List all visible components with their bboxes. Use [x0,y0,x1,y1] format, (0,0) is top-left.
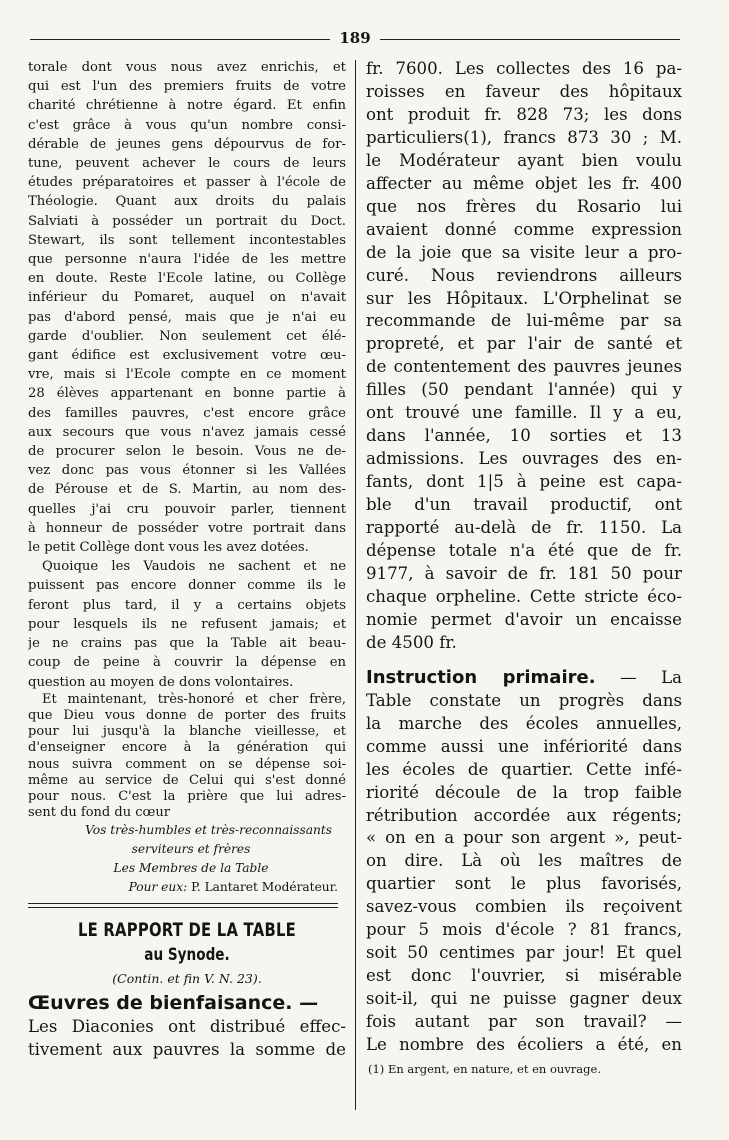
text-line: tivement aux pauvres la somme de [28,1039,346,1059]
text-line: garde d'oublier. Non seulement cet élé- [28,328,346,344]
text-line: c'est grâce à vous qu'un nombre consi- [28,117,346,133]
text-line: dépense totale n'a été que de fr. [366,541,682,561]
text-line: gant édifice est exclusivement votre œu- [28,348,346,364]
header-rule-left [30,39,330,40]
text-line: je ne crains pas que la Table ait beau- [28,636,346,652]
left-column [28,58,346,1061]
text-line: Théologie. Quant aux droits du palais [28,194,346,210]
text-line: particuliers(1), francs 873 30 ; M. [366,127,682,147]
text-line: à honneur de posséder votre portrait dans [28,520,346,536]
text-line: Stewart, ils sont tellement incontestables [28,232,346,248]
text-line: aux secours que vous n'avez jamais cessé [28,424,346,440]
text-line: ont trouvé une famille. Il y a eu, [366,403,682,423]
column-divider [355,60,356,1110]
text-line: Quoique les Vaudois ne sachent et ne [42,559,346,575]
text-line: comme aussi une infériorité dans [366,736,682,756]
text-line: que nos frères du Rosario lui [366,196,682,216]
text-line: soit 50 centimes par jour! Et quel [366,943,682,963]
text-line: 28 élèves appartenant en bonne partie à [28,386,346,402]
text-line: qui est l'un des premiers fruits de votre [28,79,346,95]
right-column [366,58,682,1057]
section-heading: Œuvres de bienfaisance. — [28,992,319,1015]
text-line: rapporté au-delà de fr. 1150. La [366,518,682,538]
text-line: Salviati à posséder un portrait du Doct. [28,213,346,229]
text-line: fois autant par son travail? — [366,1012,682,1032]
text-line: fants, dont 1|5 à peine est capa- [366,472,682,492]
page-header [30,30,680,46]
text-line: des familles pauvres, c'est encore grâce [28,405,346,421]
text-line: roisses en faveur des hôpitaux [366,81,682,101]
text-line: pour 5 mois d'école ? 81 francs, [366,920,682,940]
text-line: que personne n'aura l'idée de les mettre [28,252,346,268]
text-line: pour lesquels ils ne refusent jamais; et [28,616,346,632]
section-heading: Instruction primaire. [366,666,596,688]
text-line: de procurer selon le besoin. Vous ne de- [28,444,346,460]
text-line: fr. 7600. Les collectes des 16 pa- [366,59,682,78]
text-line: pas d'abord pensé, mais que je n'ai eu [28,309,346,325]
text-line: dérable de jeunes gens dépourvus de for- [28,136,346,152]
text-line: Le nombre des écoliers a été, en [366,1035,682,1055]
page-number: 189 [339,29,371,47]
report-paragraph-1 [366,58,682,655]
text-line: recommande de lui-même par sa [366,311,682,331]
text-line: de 4500 fr. [366,632,457,652]
report-paragraph-2 [366,667,682,1057]
text-line: riorité découle de la trop faible [366,782,682,802]
text-line: « on en a pour son argent », peut- [366,828,682,848]
text-line: torale dont vous nous avez enrichis, et [28,60,346,75]
text-line: ble d'un travail productif, ont [366,495,682,515]
text-line: on dire. Là où les maîtres de [366,851,682,871]
text-line: de Pérouse et de S. Martin, au nom des- [28,482,346,498]
heading-tail: — La [595,667,682,687]
text-line: Table constate un progrès dans [366,690,682,710]
text-line: Les Diaconies ont distribué effec- [28,1017,346,1037]
text-line: pour lui jusqu'à la blanche vieillesse, et [28,724,346,740]
letter-paragraph-2 [28,557,346,691]
article-title: LE RAPPORT DE LA TABLE [77,919,297,942]
text-line: soit-il, qui ne puisse gagner deux [366,989,682,1009]
text-line: savez-vous combien ils reçoivent [366,897,682,917]
text-line: rétribution accordée aux régents; [366,805,682,825]
article-paragraph [28,1016,346,1061]
text-line: 9177, à savoir de fr. 181 50 pour [366,563,682,583]
text-line [366,667,682,690]
signature-line [28,878,346,897]
closing-line: serviteurs et frères [131,842,251,857]
text-line: d'enseigner encore à la génération qui [28,740,346,756]
text-line: question au moyen de dons volontaires. [28,674,294,690]
footnote: (1) En argent, en nature, et en ouvrage. [368,1062,601,1076]
text-line: études préparatoires et passer à l'école de [28,175,346,191]
signature-name: P. Lantaret Modérateur. [191,880,338,895]
text-line: vez donc pas vous étonner si les Vallées [28,463,346,479]
letter-paragraph-1 [28,58,346,557]
text-line: le petit Collège dont vous les avez dotées. [28,540,309,556]
text-line: est donc l'ouvrier, si misérable [366,966,682,986]
signature-prefix: Pour eux: [128,880,188,895]
text-line: même au service de Celui qui s'est donné [28,772,346,788]
text-line: nomie permet d'avoir un encaisse [366,609,682,629]
text-line: le Modérateur ayant bien voulu [366,150,682,170]
text-line: Et maintenant, très-honoré et cher frère, [42,691,346,707]
text-line: avaient donné comme expression [366,219,682,239]
text-line: nous suivra comment on se dépense soi- [28,756,346,772]
text-line: de contentement des pauvres jeunes [366,357,682,377]
text-line: pour nous. C'est la prière que lui adres- [28,788,346,804]
text-line: vre, mais si l'Ecole compte en ce moment [28,367,346,383]
closing-line: Vos très-humbles et très-reconnaissants [85,823,332,838]
text-line: dans l'année, 10 sorties et 13 [366,426,682,446]
text-line: admissions. Les ouvrages des en- [366,449,682,469]
text-line: ont produit fr. 828 73; les dons [366,104,682,124]
article-subtitle: au Synode. [144,945,230,966]
text-line: coup de peine à couvrir la dépense en [28,655,346,671]
article-continuation-note: (Contin. et fin V. N. 23). [112,971,262,987]
text-line: propreté, et par l'air de santé et [366,334,682,354]
closing-line: Les Membres de la Table [113,861,269,876]
text-line: charité chrétienne à notre égard. Et enfin [28,98,346,114]
text-line: affecter au même objet les fr. 400 [366,173,682,193]
text-line: que Dieu vous donne de porter des fruits [28,707,346,723]
text-line: quartier sont le plus favorisés, [366,874,682,894]
text-line: filles (50 pendant l'année) qui y [366,380,682,400]
text-line: les écoles de quartier. Cette infé- [366,759,682,779]
letter-closing [28,821,346,897]
text-line: feront plus tard, il y a certains objets [28,597,346,613]
text-line: puissent pas encore donner comme ils le [28,578,346,594]
text-line: curé. Nous reviendrons ailleurs [366,265,682,285]
letter-paragraph-3 [28,692,346,822]
text-line: sur les Hôpitaux. L'Orphelinat se [366,288,682,308]
section-separator [28,903,338,908]
text-line: sent du fond du cœur [28,805,170,821]
text-line: de la joie que sa visite leur a pro- [366,242,682,262]
text-line: chaque orpheline. Cette stricte éco- [366,586,682,606]
text-line: en doute. Reste l'Ecole latine, ou Collège [28,271,346,287]
text-line: la marche des écoles annuelles, [366,713,682,733]
text-line: inférieur du Pomaret, auquel on n'avait [28,290,346,306]
text-line: tune, peuvent achever le cours de leurs [28,156,346,172]
text-line: quelles j'ai cru pouvoir parler, tiennent [28,501,346,517]
header-rule-right [380,39,680,40]
